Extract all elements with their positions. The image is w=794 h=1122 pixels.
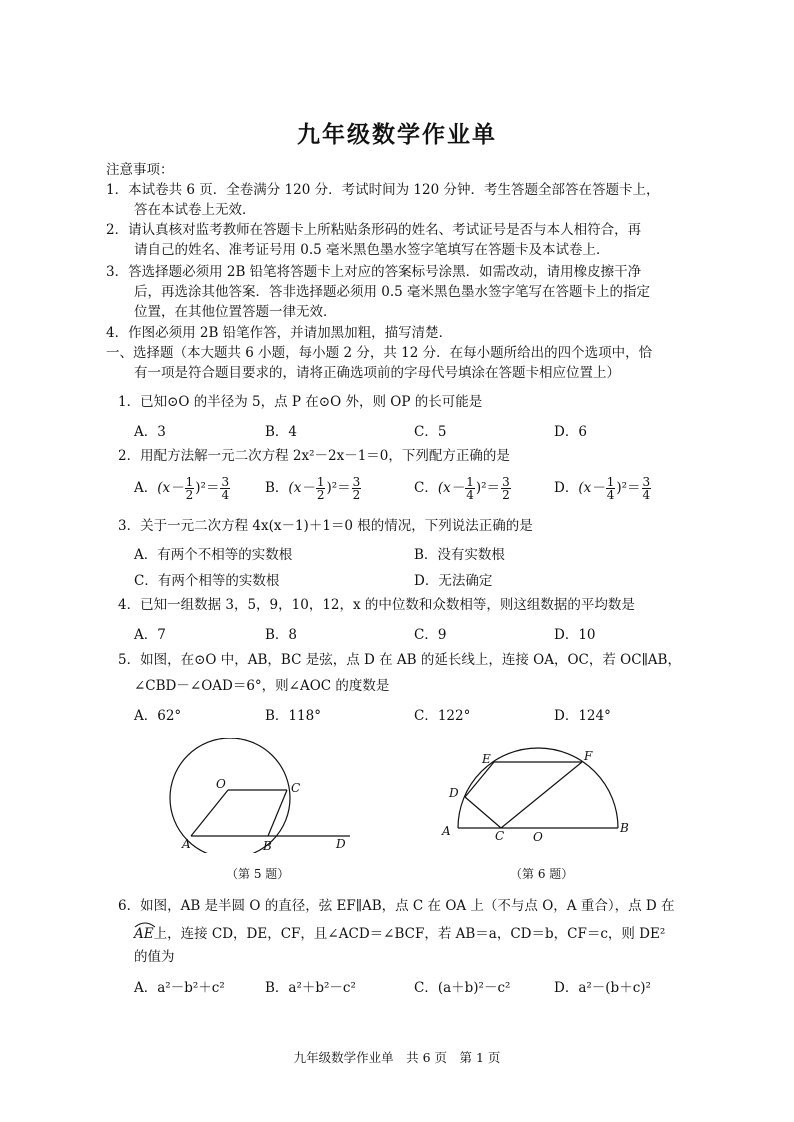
figure-5 xyxy=(160,738,360,853)
notice-line: 请自己的姓名、准考证号用 0.5 毫米黑色墨水签字笔填写在答题卡及本试卷上． xyxy=(134,242,610,258)
notice-line: 2．请认真核对监考教师在答题卡上所粘贴条形码的姓名、考试证号是否与本人相符合，再 xyxy=(106,222,642,238)
notice-line: 1．本试卷共 6 页．全卷满分 120 分．考试时间为 120 分钟．考生答题全部答在答题卡上， xyxy=(106,182,660,198)
question-2-stem: 2．用配方法解一元二次方程 2x²－2x－1＝0，下列配方正确的是 xyxy=(118,448,510,464)
q3-option-c: C．有两个相等的实数根 xyxy=(134,573,280,589)
q4-option-a: A．7 xyxy=(134,627,166,643)
label-e: E xyxy=(482,752,491,766)
q6-option-c: C．(a＋b)²－c² xyxy=(414,980,511,996)
page-footer: 九年级数学作业单 共 6 页 第 1 页 xyxy=(293,1050,501,1065)
question-5-stem: ∠CBD－∠OAD＝6°，则∠AOC 的度数是 xyxy=(134,678,390,694)
q3-option-b: B．没有实数根 xyxy=(414,547,505,563)
label-a: A xyxy=(182,837,191,851)
q6-option-d: D．a²－(b＋c)² xyxy=(554,980,651,996)
label-o: O xyxy=(533,830,543,842)
q6-option-b: B．a²＋b²－c² xyxy=(265,980,356,996)
q3-option-d: D．无法确定 xyxy=(414,573,493,589)
q4-option-d: D．10 xyxy=(554,627,596,643)
notice-line: 答在本试卷上无效． xyxy=(134,202,256,218)
label-d: D xyxy=(449,786,459,800)
notice-line: 3．答选择题必须用 2B 铅笔将答题卡上对应的答案标号涂黑．如需改动，请用橡皮擦干净 xyxy=(106,264,642,280)
q4-option-c: C．9 xyxy=(414,627,447,643)
question-6-stem: 6．如图，AB 是半圆 O 的直径，弦 EF∥AB，点 C 在 OA 上（不与点 O，A 重合），点 D 在 xyxy=(118,898,675,914)
segment-bc xyxy=(268,790,287,836)
notice-line: 后，再选涂其他答案．答非选择题必须用 0.5 毫米黑色墨水签字笔写在答题卡上的指定 xyxy=(134,284,651,300)
question-3-stem: 3．关于一元二次方程 4x(x－1)＋1＝0 根的情况，下列说法正确的是 xyxy=(118,518,533,534)
segment-de xyxy=(465,762,494,797)
q1-option-c: C．5 xyxy=(414,424,447,440)
label-c: C xyxy=(291,781,301,795)
q2-option-c: C．(x－ $\frac{1}{4}$ )²＝ $\frac{3}{2}$ xyxy=(414,475,510,502)
q3-option-a: A．有两个不相等的实数根 xyxy=(134,547,293,563)
section-heading: 有一项是符合题目要求的，请将正确选项前的字母代号填涂在答题卡相应位置上） xyxy=(134,365,620,381)
q5-option-c: C．122° xyxy=(414,708,471,724)
figure-6-caption: （第 6 题） xyxy=(510,867,574,881)
arc-mark-icon xyxy=(134,920,156,928)
q2-option-d: D．(x－ $\frac{1}{4}$ )²＝ $\frac{3}{4}$ xyxy=(554,475,651,502)
segment-oa xyxy=(191,790,228,836)
q1-option-d: D．6 xyxy=(554,424,587,440)
label-c: C xyxy=(495,829,505,842)
q2-option-a: A．(x－ $\frac{1}{2}$ )²＝ $\frac{3}{4}$ xyxy=(134,475,230,502)
page-title: 九年级数学作业单 xyxy=(297,121,497,148)
notice-line: 4．作图必须用 2B 铅笔作答，并请加黑加粗，描写清楚． xyxy=(106,325,453,341)
q1-option-a: A．3 xyxy=(134,424,166,440)
label-b: B xyxy=(620,821,629,835)
figure-5-caption: （第 5 题） xyxy=(226,867,290,881)
q4-option-b: B．8 xyxy=(265,627,298,643)
question-5-stem: 5．如图，在⊙O 中，AB，BC 是弦，点 D 在 AB 的延长线上，连接 OA，OC，若 OC∥AB， xyxy=(118,652,681,668)
q5-option-a: A．62° xyxy=(134,708,182,724)
figure-6 xyxy=(438,742,638,842)
label-b: B xyxy=(263,839,272,853)
q5-option-b: B．118° xyxy=(265,708,321,724)
q2-option-b: B．(x－ $\frac{1}{2}$ )²＝ $\frac{3}{2}$ xyxy=(265,475,361,502)
section-heading: 一、选择题（本大题共 6 小题，每小题 2 分，共 12 分．在每小题所给出的四个选项中，恰 xyxy=(106,345,653,361)
q5-option-d: D．124° xyxy=(554,708,611,724)
q6-option-a: A．a²－b²＋c² xyxy=(134,980,225,996)
question-6-stem: AE上，连接 CD，DE，CF，且∠ACD＝∠BCF，若 AB＝a，CD＝b，CF＝c，则 DE² xyxy=(134,924,665,944)
arc-ae: AE xyxy=(134,924,154,944)
label-a: A xyxy=(442,824,451,838)
question-4-stem: 4．已知一组数据 3，5，9，10，12，x 的中位数和众数相等，则这组数据的平均数是 xyxy=(118,597,635,613)
label-d: D xyxy=(336,837,346,851)
label-o: O xyxy=(216,777,226,791)
notice-heading: 注意事项： xyxy=(106,162,174,178)
notice-line: 位置，在其他位置答题一律无效． xyxy=(134,304,337,320)
q1-option-b: B．4 xyxy=(265,424,298,440)
segment-cf xyxy=(501,762,582,828)
question-6-stem: 的值为 xyxy=(134,949,175,965)
question-1-stem: 1．已知⊙O 的半径为 5，点 P 在⊙O 外，则 OP 的长可能是 xyxy=(118,394,483,410)
label-f: F xyxy=(584,749,593,763)
segment-cd xyxy=(465,797,501,828)
